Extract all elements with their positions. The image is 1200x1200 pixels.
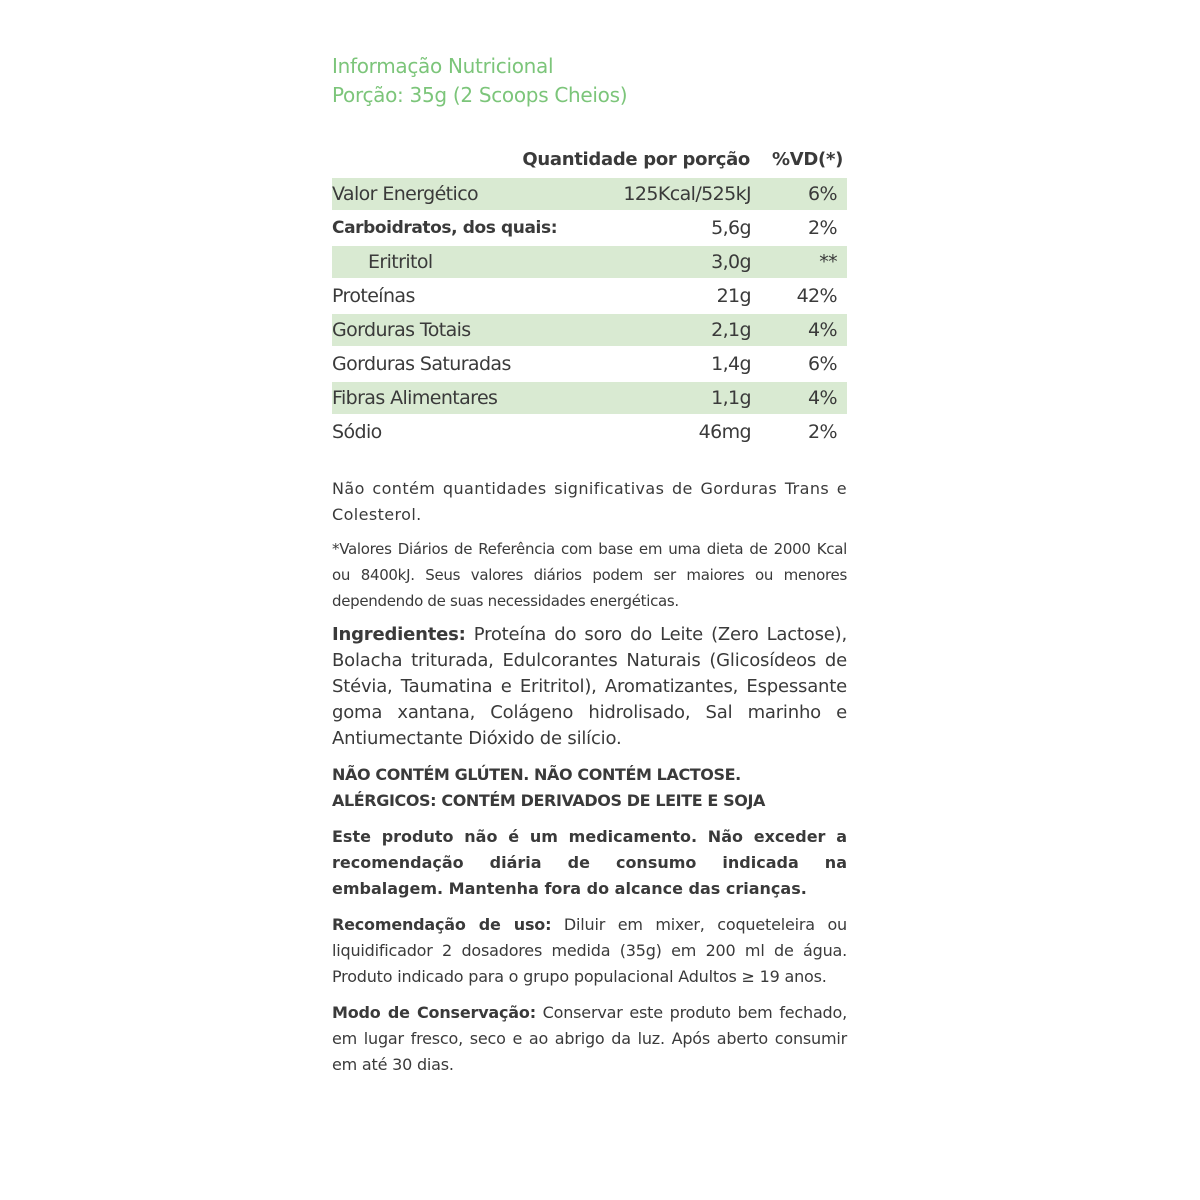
nutrient-qty: 21g xyxy=(716,285,751,307)
storage-paragraph xyxy=(332,1000,847,1078)
table-row xyxy=(332,416,847,448)
nutrient-qty: 3,0g xyxy=(711,251,751,273)
reference-footnote: *Valores Diários de Referência com base em uma dieta de 2000 Kcal ou 8400kJ. Seus valores diários podem ser maiores ou menores dependendo de suas necessidades energéticas. xyxy=(332,540,847,610)
table-row xyxy=(332,314,847,346)
gluten-lactose-warning: NÃO CONTÉM GLÚTEN. NÃO CONTÉM LACTOSE. xyxy=(332,765,741,784)
nutrient-qty: 2,1g xyxy=(711,319,751,341)
table-row xyxy=(332,212,847,244)
nutrient-qty: 125Kcal/525kJ xyxy=(623,183,751,205)
nutrient-vd: 6% xyxy=(808,353,837,375)
nutrient-qty: 5,6g xyxy=(711,217,751,239)
ingredients-text: Proteína do soro do Leite (Zero Lactose), Bolacha triturada, Edulcorantes Naturais (Glicosídeos de Stévia, Taumatina e Eritritol), Aromatizantes, Espessante goma xantana, Colágeno hidrolisado, Sal marinho e Antiumectante Dióxido de silício. xyxy=(332,624,847,749)
nutrient-qty: 1,1g xyxy=(711,387,751,409)
serving-size: Porção: 35g (2 Scoops Cheios) xyxy=(332,83,628,107)
nutrient-name: Valor Energético xyxy=(332,183,479,205)
trans-fat-note: Não contém quantidades significativas de Gorduras Trans e Colesterol. xyxy=(332,479,847,524)
ingredients-paragraph xyxy=(332,622,847,752)
usage-label: Recomendação de uso: xyxy=(332,915,552,934)
label-title: Informação Nutricional xyxy=(332,54,554,78)
nutrient-vd: 42% xyxy=(796,285,837,307)
nutrient-qty: 46mg xyxy=(698,421,751,443)
nutrient-vd: 4% xyxy=(808,319,837,341)
table-header xyxy=(332,142,847,176)
nutrient-vd: 2% xyxy=(808,217,837,239)
table-row xyxy=(332,178,847,210)
nutrient-vd: 4% xyxy=(808,387,837,409)
table-row xyxy=(332,382,847,414)
nutrient-name: Fibras Alimentares xyxy=(332,387,498,409)
usage-text: Diluir em mixer, coqueteleira ou liquidificador 2 dosadores medida (35g) em 200 ml de água. Produto indicado para o grupo populacional Adultos ≥ 19 anos. xyxy=(332,915,847,986)
nutrition-label xyxy=(332,52,847,1078)
nutrient-name: Gorduras Saturadas xyxy=(332,353,511,375)
table-row xyxy=(332,246,847,278)
table-row xyxy=(332,280,847,312)
storage-label: Modo de Conservação: xyxy=(332,1003,536,1022)
nutrient-qty: 1,4g xyxy=(711,353,751,375)
ingredients-label: Ingredientes: xyxy=(332,624,466,645)
nutrient-vd: 2% xyxy=(808,421,837,443)
usage-paragraph xyxy=(332,912,847,990)
col-header-quantity: Quantidade por porção xyxy=(522,148,750,170)
medicine-warning: Este produto não é um medicamento. Não exceder a recomendação diária de consumo indicada na embalagem. Mantenha fora do alcance das crianças. xyxy=(332,827,847,898)
allergen-warning: ALÉRGICOS: CONTÉM DERIVADOS DE LEITE E SOJA xyxy=(332,791,765,810)
nutrient-name: Eritritol xyxy=(368,251,433,273)
nutrient-name: Sódio xyxy=(332,421,382,443)
nutrient-vd: ** xyxy=(819,251,837,273)
nutrient-name: Carboidratos, dos quais: xyxy=(332,218,558,238)
nutrient-name: Proteínas xyxy=(332,285,415,307)
nutrient-name: Gorduras Totais xyxy=(332,319,471,341)
storage-text: Conservar este produto bem fechado, em lugar fresco, seco e ao abrigo da luz. Após aberto consumir em até 30 dias. xyxy=(332,1003,847,1074)
table-row xyxy=(332,348,847,380)
col-header-vd: %VD(*) xyxy=(772,148,843,170)
allergen-block xyxy=(332,762,847,814)
nutrient-vd: 6% xyxy=(808,183,837,205)
